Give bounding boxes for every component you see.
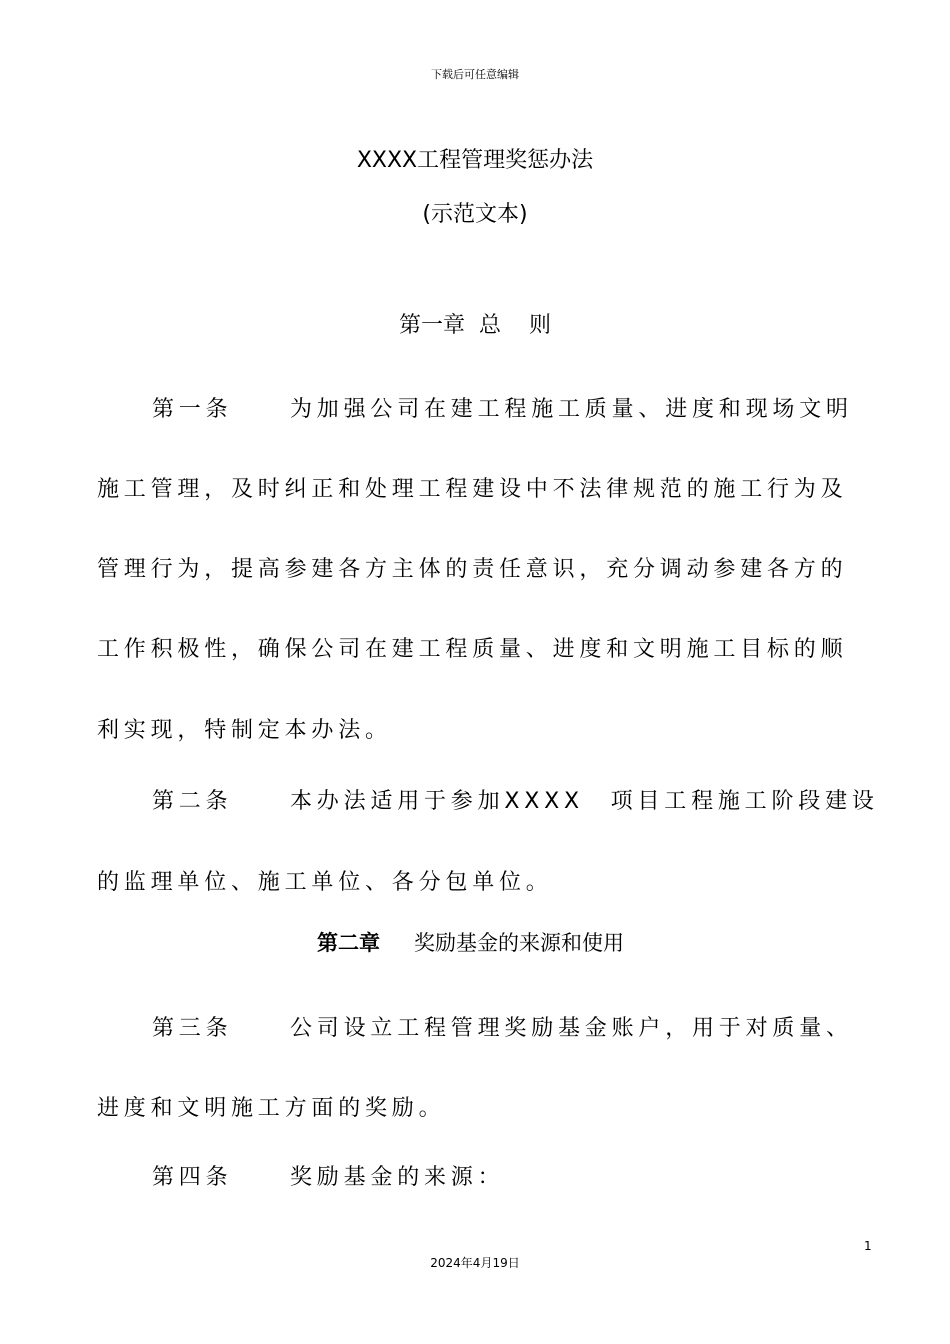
article-1-line: 利实现，特制定本办法。 — [97, 718, 392, 743]
article-3-label: 第三条 — [152, 1016, 233, 1041]
article-1-line: 管理行为，提高参建各方主体的责任意识，充分调动参建各方的 — [97, 557, 848, 582]
article-1-label: 第一条 — [152, 397, 233, 422]
article-4-line: 奖励基金的来源： — [290, 1165, 505, 1190]
article-1-line: 工作积极性，确保公司在建工程质量、进度和文明施工目标的顺 — [97, 637, 848, 662]
article-3-first-line — [152, 1011, 853, 1042]
chapter-1-label: 第一章 — [398, 313, 465, 338]
chapter-2-title: 奖励基金的来源和使用 — [414, 931, 624, 955]
article-2-line: 本办法适用于参加XXXX 项目工程施工阶段建设 — [290, 789, 879, 814]
article-3-line: 进度和文明施工方面的奖励。 — [97, 1096, 446, 1121]
article-4-label: 第四条 — [152, 1165, 233, 1190]
chapter-1-word-1: 总 — [478, 313, 501, 338]
chapter-2-label: 第二章 — [317, 931, 380, 955]
document-subtitle: (示范文本) — [422, 202, 528, 227]
article-3-line: 公司设立工程管理奖励基金账户，用于对质量、 — [290, 1016, 853, 1041]
article-2-first-line — [152, 784, 879, 815]
article-1-line: 施工管理，及时纠正和处理工程建设中不法律规范的施工行为及 — [97, 477, 848, 502]
article-2-line: 的监理单位、施工单位、各分包单位。 — [97, 870, 553, 895]
chapter-1-heading — [0, 308, 950, 339]
chapter-1-word-2: 则 — [529, 313, 552, 338]
header-note: 下载后可任意编辑 — [431, 68, 519, 81]
article-1-line: 为加强公司在建工程施工质量、进度和现场文明 — [290, 397, 853, 422]
article-1-first-line — [152, 392, 853, 423]
page-number: 1 — [864, 1239, 872, 1253]
chapter-2-heading — [317, 927, 624, 957]
article-4-first-line — [152, 1160, 504, 1191]
document-title: XXXX工程管理奖惩办法 — [356, 148, 594, 173]
footer-date: 2024年4月19日 — [430, 1256, 520, 1270]
article-2-label: 第二条 — [152, 789, 233, 814]
